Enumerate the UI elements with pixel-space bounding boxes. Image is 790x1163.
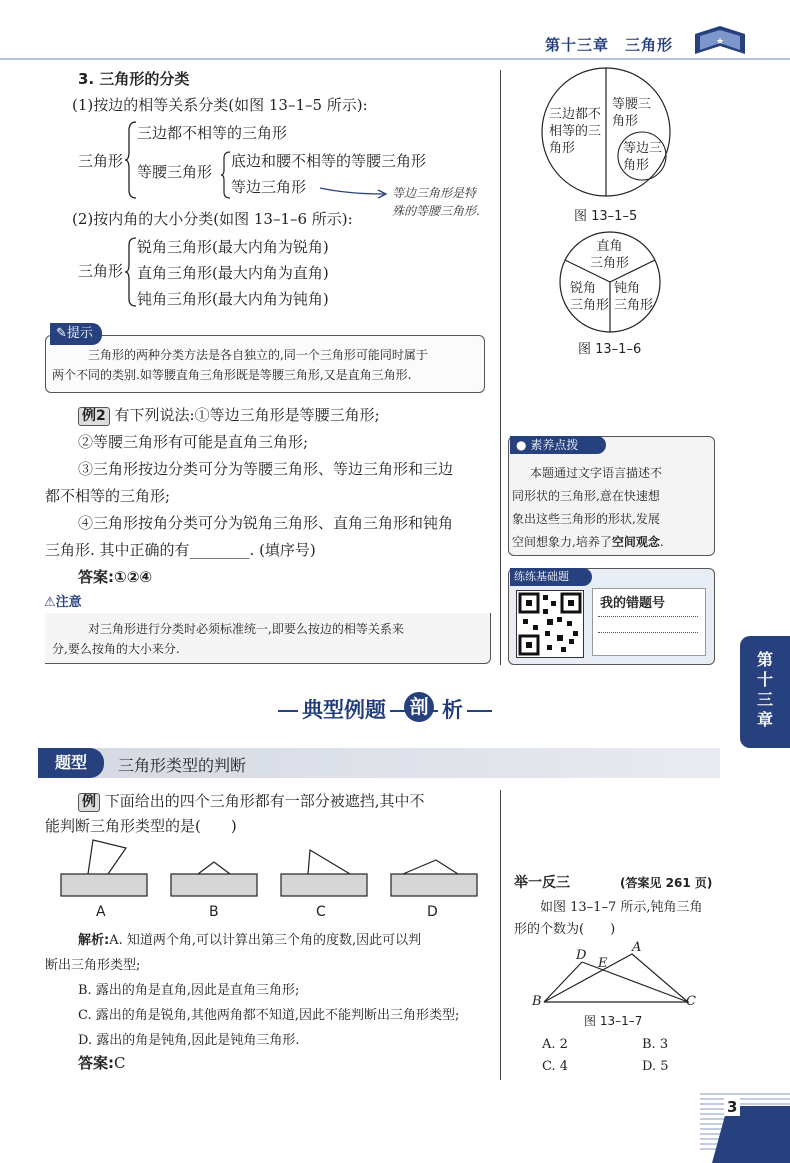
by-side-sub2: 等边三角形 xyxy=(231,178,307,196)
practice-option-a: A. 2 xyxy=(542,1037,568,1052)
fig1315-right-label: 等腰三 角形 xyxy=(612,97,652,129)
analysis-line1b: 断出三角形类型; xyxy=(45,958,141,973)
suyang-text: 本题通过文字语言描述不 同形状的三角形,意在快速想 象出这些三角形的形状,发展 空间想象力,培养了空间观念. xyxy=(512,466,664,549)
fig1315-inner-label: 等边三 角形 xyxy=(623,141,663,173)
by-side-sub1: 底边和腰不相等的等腰三角形 xyxy=(231,152,427,170)
point-b-label: B xyxy=(532,994,542,1009)
example-line1: 例 下面给出的四个三角形都有一部分被遮挡,其中不 xyxy=(78,790,425,812)
option-c-label: C xyxy=(316,904,326,920)
chat-icon: ● xyxy=(516,438,527,452)
practice-title: 举一反三 xyxy=(514,875,570,891)
option-a-label: A xyxy=(96,904,106,920)
practice-line1: 如图 13–1–7 所示,钝角三角 xyxy=(540,900,703,915)
tip-line2: 两个不同的类别.如等腰直角三角形既是等腰三角形,又是直角三角形. xyxy=(52,368,412,382)
by-side-title: (1)按边的相等关系分类(如图 13–1–5 所示): xyxy=(72,96,368,114)
example2-line6: 三角形. 其中正确的有________. (填序号) xyxy=(45,541,316,559)
column-divider-lower xyxy=(500,790,501,1080)
analysis-line4: D. 露出的角是钝角,因此是钝角三角形. xyxy=(78,1033,300,1048)
practice-answer-ref: (答案见 261 页) xyxy=(620,876,713,890)
by-side-item2: 等腰三角形 xyxy=(137,163,213,181)
covered-triangles-figure xyxy=(58,836,478,906)
analysis-line3: C. 露出的角是锐角,其他两角都不知道,因此不能判断出三角形类型; xyxy=(78,1008,460,1023)
point-d-label: D xyxy=(576,948,587,963)
example2-answer: 答案:①②④ xyxy=(78,568,153,586)
classification-heading: 3. 三角形的分类 xyxy=(78,70,190,88)
by-angle-title: (2)按内角的大小分类(如图 13–1–6 所示): xyxy=(72,210,353,228)
header-rule xyxy=(0,58,790,60)
example2-line4: 都不相等的三角形; xyxy=(45,487,171,505)
by-angle-item3: 钝角三角形(最大内角为钝角) xyxy=(137,290,329,308)
analysis-line1: 解析:A. 知道两个角,可以计算出第三个角的度数,因此可以判 xyxy=(78,933,422,948)
wrong-number-label: 我的错题号 xyxy=(600,596,666,611)
tip-line1: 三角形的两种分类方法是各自独立的,同一个三角形可能同时属于 xyxy=(88,348,428,362)
brace-icon xyxy=(124,236,138,308)
by-side-note: 等边三角形是特 殊的等腰三角形. xyxy=(392,186,480,218)
by-angle-root: 三角形 xyxy=(78,262,124,280)
page-number: 3 xyxy=(724,1098,740,1116)
fig1317-caption: 图 13–1–7 xyxy=(584,1014,643,1028)
by-angle-item1: 锐角三角形(最大内角为锐角) xyxy=(137,238,329,256)
example2-line3: ③三角形按边分类可分为等腰三角形、等边三角形和三边 xyxy=(78,460,454,478)
fig1316-right-label: 钝角 三角形 xyxy=(614,281,654,313)
fig1316-caption: 图 13–1–6 xyxy=(578,342,642,357)
option-b-label: B xyxy=(209,904,219,920)
option-d-label: D xyxy=(427,904,438,920)
example-answer: 答案:C xyxy=(78,1054,126,1072)
figure-13-1-7 xyxy=(530,940,710,1010)
section-title: 典型例题 剖 析 xyxy=(240,690,540,730)
fig1315-caption: 图 13–1–5 xyxy=(574,209,638,224)
svg-text:★: ★ xyxy=(715,37,725,47)
question-type-tag: 题型 xyxy=(38,748,104,778)
example2-line2: ②等腰三角形有可能是直角三角形; xyxy=(78,433,309,451)
practice-line2: 形的个数为( ) xyxy=(514,922,616,937)
caution-line2: 分,要么按角的大小来分. xyxy=(52,642,180,656)
caution-label: ⚠注意 xyxy=(44,595,82,610)
fig1316-top-label: 直角 三角形 xyxy=(590,239,630,271)
example-label: 例 xyxy=(78,793,100,812)
pencil-icon: ✎ xyxy=(56,326,67,341)
arrow-icon xyxy=(318,180,390,200)
practice-label: 练练基础题 xyxy=(510,568,592,586)
example2-line1: 例2 有下列说法:①等边三角形是等腰三角形; xyxy=(78,404,380,426)
practice-option-d: D. 5 xyxy=(642,1059,669,1074)
example2-label: 例2 xyxy=(78,407,110,426)
analysis-line2: B. 露出的角是直角,因此是直角三角形; xyxy=(78,983,300,998)
dotted-line xyxy=(598,632,698,633)
point-c-label: C xyxy=(686,994,696,1009)
dotted-line xyxy=(598,616,698,617)
book-logo-icon xyxy=(690,24,750,58)
tip-label: ✎提示 xyxy=(50,323,102,345)
by-side-root: 三角形 xyxy=(78,152,124,170)
example-line2: 能判断三角形类型的是( ) xyxy=(45,817,237,835)
caution-line1: 对三角形进行分类时必须标准统一,即要么按边的相等关系来 xyxy=(88,622,404,636)
fig1316-left-label: 锐角 三角形 xyxy=(570,281,610,313)
by-angle-item2: 直角三角形(最大内角为直角) xyxy=(137,264,329,282)
header-chapter: 第十三章 三角形 xyxy=(545,36,674,54)
practice-option-c: C. 4 xyxy=(542,1059,569,1074)
by-side-item1: 三边都不相等的三角形 xyxy=(137,124,288,142)
question-type-title: 三角形类型的判断 xyxy=(118,756,247,775)
point-e-label: E xyxy=(598,956,608,971)
column-divider xyxy=(500,70,501,665)
warning-icon: ⚠ xyxy=(44,595,56,610)
fig1315-left-label: 三边都不 相等的三 角形 xyxy=(549,107,602,156)
brace-icon xyxy=(124,120,138,200)
practice-option-b: B. 3 xyxy=(642,1037,669,1052)
point-a-label: A xyxy=(632,940,642,955)
example2-line5: ④三角形按角分类可分为锐角三角形、直角三角形和钝角 xyxy=(78,514,454,532)
chapter-side-tab: 第 十 三 章 xyxy=(740,636,790,748)
suyang-label: ● 素养点拨 xyxy=(510,436,606,454)
qr-code-icon[interactable] xyxy=(516,590,584,658)
